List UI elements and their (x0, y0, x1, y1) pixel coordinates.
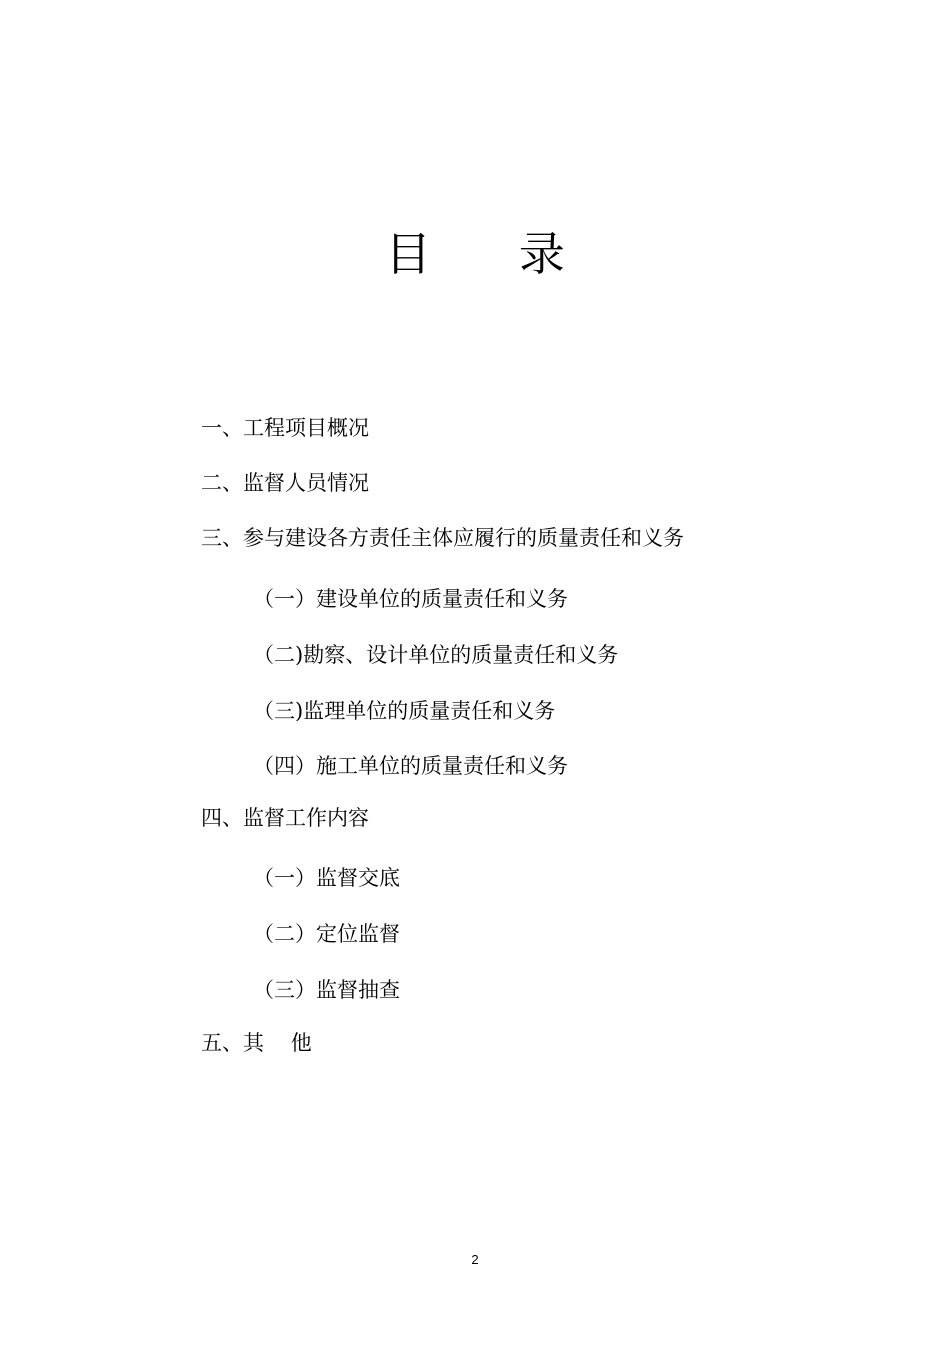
toc-item-4-2: （二）定位监督 (253, 922, 400, 946)
toc-title: 目 录 (385, 227, 565, 281)
toc-item-2: 二、监督人员情况 (201, 471, 369, 495)
page-number: 2 (471, 1252, 479, 1267)
toc-item-3-3: （三)监理单位的质量责任和义务 (253, 699, 556, 723)
toc-item-3-2: （二)勘察、设计单位的质量责任和义务 (253, 643, 619, 667)
toc-item-4: 四、监督工作内容 (201, 806, 369, 830)
toc-item-5: 五、其 他 (201, 1031, 312, 1055)
toc-item-1: 一、工程项目概况 (201, 416, 369, 440)
toc-item-3-1: （一）建设单位的质量责任和义务 (253, 587, 568, 611)
toc-item-3-4: （四）施工单位的质量责任和义务 (253, 754, 568, 778)
toc-item-4-1: （一）监督交底 (253, 866, 400, 890)
toc-item-4-3: （三）监督抽查 (253, 978, 400, 1002)
toc-item-3: 三、参与建设各方责任主体应履行的质量责任和义务 (201, 526, 684, 550)
